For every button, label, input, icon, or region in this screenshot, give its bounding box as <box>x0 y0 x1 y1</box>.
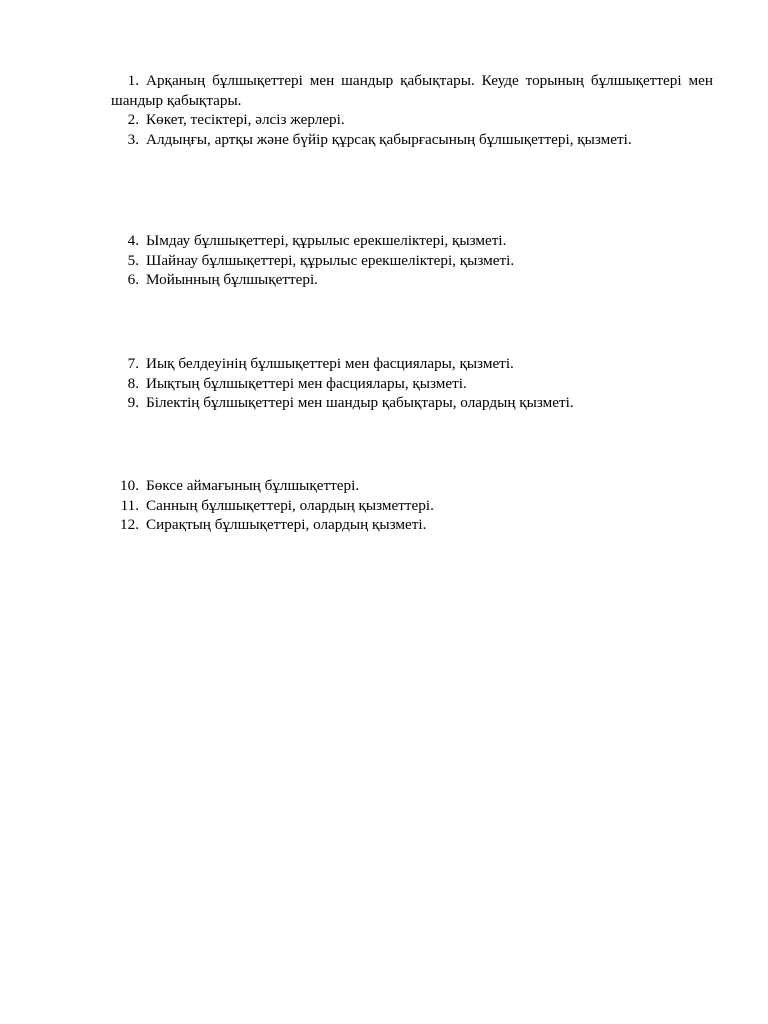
list-item <box>111 515 713 535</box>
item-number: 7. <box>127 355 139 372</box>
question-group-1 <box>111 71 713 149</box>
list-item <box>111 71 713 110</box>
list-item <box>111 110 713 130</box>
item-text: Мойынның бұлшықеттері. <box>146 271 318 288</box>
item-number: 3. <box>127 130 139 148</box>
list-item <box>111 251 713 271</box>
list-item <box>111 270 713 290</box>
item-text: Алдыңғы, артқы және бүйір құрсақ қабырғасының бұлшықеттері, қызметі. <box>146 130 632 148</box>
question-group-3 <box>111 354 713 413</box>
item-number: 2. <box>127 111 139 128</box>
item-number: 12. <box>120 516 139 533</box>
list-item <box>111 231 713 251</box>
item-text: Арқаның бұлшықеттері мен шандыр қабықтары. Кеуде торының бұлшықеттері мен шандыр қабықтары. <box>111 72 713 109</box>
item-number: 8. <box>127 374 139 392</box>
item-text: Шайнау бұлшықеттері, құрылыс ерекшеліктері, қызметі. <box>146 251 515 269</box>
question-group-4 <box>111 476 713 535</box>
list-item <box>111 393 713 413</box>
list-item <box>111 374 713 394</box>
item-text: Санның бұлшықеттері, олардың қызметтері. <box>146 496 434 514</box>
item-number: 1. <box>127 72 139 89</box>
item-text: Бөксе аймағының бұлшықеттері. <box>146 477 360 494</box>
item-number: 4. <box>127 232 139 249</box>
question-group-2 <box>111 231 713 290</box>
item-text: Иықтың бұлшықеттері мен фасциялары, қызметі. <box>146 374 467 392</box>
list-item <box>111 130 713 150</box>
item-number: 10. <box>120 477 139 494</box>
list-item <box>111 476 713 496</box>
list-item <box>111 496 713 516</box>
item-text: Иық белдеуінің бұлшықеттері мен фасциялары, қызметі. <box>146 355 514 372</box>
list-item <box>111 354 713 374</box>
item-text: Сирақтың бұлшықеттері, олардың қызметі. <box>146 516 427 533</box>
item-text: Ымдау бұлшықеттері, құрылыс ерекшеліктері, қызметі. <box>146 232 507 249</box>
item-number: 6. <box>127 271 139 288</box>
item-number: 5. <box>127 251 139 269</box>
item-number: 9. <box>127 394 139 411</box>
item-text: Көкет, тесіктері, әлсіз жерлері. <box>146 111 345 128</box>
item-text: Білектің бұлшықеттері мен шандыр қабықтары, олардың қызметі. <box>146 394 574 411</box>
item-number: 11. <box>120 496 139 514</box>
